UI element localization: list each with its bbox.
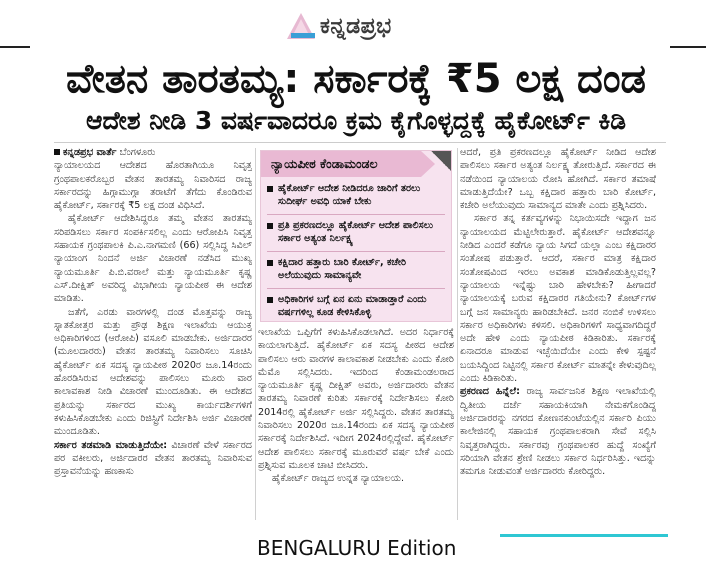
masthead — [0, 0, 706, 56]
logo-text: ಕನ್ನಡಪ್ರಭ — [320, 13, 392, 39]
paragraph — [54, 439, 252, 479]
highlight-text: ಕಕ್ಷಿದಾರ ಹತ್ತಾರು ಬಾರಿ ಕೋರ್ಟ್, ಕಚೇರಿ ಅಲೆಯುವುದು ಸಾಮಾನ್ಯವೇ — [278, 257, 407, 281]
edition-label: BENGALURU Edition — [257, 536, 457, 560]
lead-paragraph: ನ್ಯಾಯಾಲಯದ ಆದೇಶದ ಹೊರತಾಗಿಯೂ ನಿವೃತ್ತ ಗ್ರಂಥಪಾಲಕರೊಬ್ಬರ ವೇತನ ತಾರತಮ್ಯ ನಿವಾರಿಸದ ರಾಜ್ಯ ಸರ್ಕಾರದನ್ನು ಹಿಗ್ಗಾಮುಗ್ಗಾ ತರಾಟೆಗೆ ತೆಗೆದು ಕೊಂಡಿರುವ ಹೈಕೋರ್ಟ್, ಸರ್ಕಾರಕ್ಕೆ ₹5 ಲಕ್ಷ ದಂಡ ವಿಧಿಸಿದೆ. — [54, 160, 252, 212]
highlight-item — [267, 294, 445, 325]
paragraph-text: ವಿಚಾರಣೆ ವೇಳೆ ಸರ್ಕಾರದ ಪರ ವಕೀಲರು, ಅರ್ಜಿದಾರರ ವೇತನ ತಾರತಮ್ಯ ನಿವಾರಿಸುವ ಪ್ರಸ್ತಾವನೆಯನ್ನು ಹಣಕಾಸು — [54, 439, 252, 478]
masthead-rule-right — [670, 46, 706, 48]
highlights-box — [260, 150, 452, 322]
bullet-icon — [267, 186, 273, 192]
subhead-divider — [54, 142, 666, 143]
paragraph: ಇಲಾಖೆಯ ಒಪ್ಪಿಗೆಗೆ ಕಳುಹಿಸಿಕೊಡಲಾಗಿದೆ. ಅದರ ನಿರ್ಧಾರಕ್ಕೆ ಕಾಯಲಾಗುತ್ತಿದೆ. ಹೈಕೋರ್ಟ್ ಏಕ ಸದಸ್ಯ ಪೀಠದ ಆದೇಶ ಪಾಲಿಸಲು ಆರು ವಾರಗಳ ಕಾಲಾವಕಾಶ ನೀಡಬೇಕು ಎಂದು ಕೋರಿ ಮೆಮೊ ಸಲ್ಲಿಸಿದರು. ಇದರಿಂದ ಕೆಂಡಾಮಂಡಲರಾದ ನ್ಯಾಯಮೂರ್ತಿ ಕೃಷ್ಣ ದೀಕ್ಷಿತ್ ಅವರು, ಅರ್ಜಿದಾರರು ವೇತನ ತಾರತಮ್ಯ ನಿವಾರಣೆ ಕುರಿತು ಸರ್ಕಾರಕ್ಕೆ ನಿರ್ದೇಶಿಸಲು ಕೋರಿ 2014ರಲ್ಲಿ ಹೈಕೋರ್ಟ್ ಅರ್ಜಿ ಸಲ್ಲಿಸಿದ್ದರು. ವೇತನ ತಾರತಮ್ಯ ನಿವಾರಿಸಲು 2020ರ ಜೂ.14ರಂದು ಏಕ ಸದಸ್ಯ ನ್ಯಾಯಪೀಠ ಸರ್ಕಾರಕ್ಕೆ ನಿರ್ದೇಶಿಸಿದೆ. ಇದೀಗ 2024ರಲ್ಲಿದ್ದೇವೆ. ಹೈಕೋರ್ಟ್ ಆದೇಶ ಪಾಲಿಸಲು ಸರ್ಕಾರಕ್ಕೆ ಮೂರುವರೆ ವರ್ಷ ಬೇಕೆ ಎಂದು ಪ್ರಶ್ನಿಸುವ ಮೂಲಕ ಚಾಟಿ ಬೀಸಿದರು. — [258, 327, 454, 471]
highlight-text: ಅಧಿಕಾರಿಗಳ ಬಗ್ಗೆ ಏನ ಏನು ಮಾಡಾಡ್ತಾರೆ ಎಂದು ವರ್ಷಗಳಿಲ್ಲ ಕೂಡ ಕೇಳಿಸಿಕೊಳ್ಳಿ — [278, 294, 427, 318]
logo — [286, 8, 392, 44]
bullet-icon — [267, 297, 273, 303]
bullet-icon — [267, 260, 273, 266]
article-column-1 — [54, 146, 252, 520]
paragraph: ಜತೆಗೆ, ಎರಡು ವಾರಗಳಲ್ಲಿ ದಂಡ ಮೊತ್ತವನ್ನು ರಾಜ್ಯ ಸ್ನಾತಕೋತ್ತರ ಮತ್ತು ಪ್ರೌಢ ಶಿಕ್ಷಣ ಇಲಾಖೆಯ ಆಯುಕ್ತ ಅಧಿಕಾರಿಗಳಿಂದ (ಆರೋಪಿ) ವಸೂಲಿ ಮಾಡಬೇಕು. ಅರ್ಜಿದಾರರ (ಮೂಲದಾರರು) ವೇತನ ತಾರತಮ್ಯ ನಿವಾರಿಸಲು ಸೂಚಿಸಿ ಹೈಕೋರ್ಟ್ ಏಕ ಸದಸ್ಯ ನ್ಯಾಯಪೀಠ 2020ರ ಜೂ.14ರಂದು ಹೊರಡಿಸಿರುವ ಆದೇಶವನ್ನು ಪಾಲಿಸಲು ಮೂರು ವಾರ ಕಾಲಾವಕಾಶ ನೀಡಿ ವಿಚಾರಣೆ ಮುಂದೂಡಿತು. ಈ ಆದೇಶದ ಪ್ರತಿಯನ್ನು ಸರ್ಕಾರದ ಮುಖ್ಯ ಕಾರ್ಯದರ್ಶಿಗಳಿಗೆ ಕಳುಹಿಸಿಕೊಡಬೇಕು ಎಂದು ರಿಜಿಸ್ಟ್ರಿಗೆ ನಿರ್ದೇಶಿಸಿ ಅರ್ಜಿ ವಿಚಾರಣೆ ಮುಂದೂಡಿತು. — [54, 306, 252, 438]
headline: ವೇತನ ತಾರತಮ್ಯ: ಸರ್ಕಾರಕ್ಕೆ ₹5 ಲಕ್ಷ ದಂಡ — [65, 56, 647, 102]
highlight-item — [267, 220, 445, 252]
paragraph: ಹೈಕೋರ್ಟ್ ಆದೇಶಿಸಿದ್ದರೂ ತಮ್ಮ ವೇತನ ತಾರತಮ್ಯ ಸರಿಪಡಿಸಲು ಸರ್ಕಾರ ಸಂಪರ್ಕಿಸಲಿಲ್ಲ ಎಂದು ಆರೋಪಿಸಿ ನಿವೃತ್ತ ಸಹಾಯಕ ಗ್ರಂಥಪಾಲಕಿ ಪಿ.ಎ.ನಾಗಮಣಿ (66) ಸಲ್ಲಿಸಿದ್ದ ಸಿವಿಲ್ ನ್ಯಾಯಾಂಗ ನಿಂದನೆ ಅರ್ಜಿ ವಿಚಾರಣೆ ನಡೆಸಿದ ಮುಖ್ಯ ನ್ಯಾಯಮೂರ್ತಿ ಪಿ.ಬಿ.ವರಾಲೆ ಮತ್ತು ನ್ಯಾಯಮೂರ್ತಿ ಕೃಷ್ಣ ಎಸ್.ದೀಕ್ಷಿತ್ ಅವರಿದ್ದ ವಿಭಾಗೀಯ ನ್ಯಾಯಪೀಠ ಈ ಆದೇಶ ಮಾಡಿತು. — [54, 213, 252, 305]
bullet-icon — [267, 223, 273, 229]
paragraph — [460, 385, 656, 478]
highlights-list — [267, 183, 445, 330]
logo-mark-icon — [286, 11, 316, 41]
footer — [0, 524, 706, 564]
paragraph: ಸರ್ಕಾರ ತನ್ನ ಕರ್ತವ್ಯಗಳನ್ನು ನಿಭಾಯಿಸದೇ ಇದ್ದಾಗ ಜನ ನ್ಯಾಯಾಲಯದ ಮೆಟ್ಟಿಲೇರುತ್ತಾರೆ. ಹೈಕೋರ್ಟ್ ಆದೇಶವನ್ನೂ ನೀಡಿದ ಎಂದರೆ ಕಡೆಗೂ ನ್ಯಾಯ ಸಿಗದೆ ಯಲ್ಲಾ ಎಂಬ ಕಕ್ಷಿದಾರರ ಸಂತೋಷ ಪಡುತ್ತಾರೆ. ಆದರೆ, ಸರ್ಕಾರ ಮಾತ್ರ ಕಕ್ಷಿದಾರ ಸಂತೋಷವಿಂದ ಇರಲು ಅವಕಾಶ ಮಾಡಿಕೊಡುತ್ತಿಲ್ಲವಲ್ಲ? ನ್ಯಾಯಾಲಯ ಇನ್ನೆಷ್ಟು ಬಾರಿ ಹೇಳಬೇಕು? ಹೀಗಾದರೆ ನ್ಯಾಯಾಲಯಕ್ಕೆ ಬರುವ ಕಕ್ಷಿದಾರರ ಗತಿಯೇನು? ಕೋರ್ಟ್‌ಗಳ ಬಗ್ಗೆ ಜನ ಸಾಮಾನ್ಯರು ಹಾರಿಡಬೇಕಿದೆ. ಜನರ ನಂಬಿಕೆ ಉಳಿಸಲು ಸರ್ಕಾರ ಅಧಿಕಾರಿಗಳು ಕಳಿಸಲಿ. ಅಧಿಕಾರಿಗಳಿಗೆ ಸಾಧ್ಯವಾಗದಿದ್ದರೆ ಅದೇ ಹೇಳಿ ಎಂದು ನ್ಯಾಯಪೀಠ ಕಿಡಿಕಾರಿತು. ಸರ್ಕಾರಕ್ಕೆ ಏನಾದರೂ ಮಾಡುವ ಇಚ್ಛೆಯಿದೆಯೇ ಎಂದು ಕೇಳಿ ಸ್ಪಷ್ಟನೆ ಬಯಸಿದ್ದಿಂದ ನಿಟ್ಟಿನಲ್ಲಿ ಸರ್ಕಾರ ಕೋರ್ಟ್‌ ಮಾತನ್ನೇ ಕೇಳುವುದಿಲ್ಲ ಎಂದು ಕಿಡಿಕಾರಿತು. — [460, 213, 656, 385]
paragraph: ಹೈಕೋರ್ಟ್ ರಾಜ್ಯದ ಉನ್ನತ ನ್ಯಾಯಾಲಯ. — [272, 473, 405, 485]
column-divider — [255, 148, 256, 520]
paragraph: ಆದರೆ, ಪ್ರತಿ ಪ್ರಕರಣದಲ್ಲೂ ಹೈಕೋರ್ಟ್ ನೀಡಿದ ಆದೇಶ ಪಾಲಿಸಲು ಸರ್ಕಾರ ಅತ್ಯಂತ ನಿರ್ಲಕ್ಷ್ಯ ತೋರುತ್ತಿದೆ. ಸರ್ಕಾರದ ಈ ನಡೆಯಿಂದ ನ್ಯಾಯಾಲಯ ರೋಸಿ ಹೋಗಿದೆ. ಸರ್ಕಾರ ತಮಾಷೆ ಮಾಡುತ್ತಿದೆಯೇ? ಒಬ್ಬ ಕಕ್ಷಿದಾರ ಹತ್ತಾರು ಬಾರಿ ಕೋರ್ಟ್, ಕಚೇರಿ ಅಲೆಯುವುದು ಸಾಮಾನ್ಯದ ಮಾತೇ ಎಂದು ಪ್ರಶ್ನಿಸಿದರು. — [460, 147, 656, 212]
accent-bar — [500, 534, 668, 537]
paragraph-text: ರಾಜ್ಯ ಸಾರ್ವಜನಿಕ ಶಿಕ್ಷಣ ಇಲಾಖೆಯಲ್ಲಿ ದ್ವಿತೀಯ ದರ್ಜೆ ಸಹಾಯಕಿಯಾಗಿ ನೇಮಕಗೊಂಡಿದ್ದ ಅರ್ಜಿದಾರರನ್ನು ನಗರದ ಕೋಣನಕುಂಟೆಯಲ್ಲಿನ ಸರ್ಕಾರಿ ಪಿಯು ಕಾಲೇಜಿನಲ್ಲಿ ಸಹಾಯಕ ಗ್ರಂಥಪಾಲಕರಾಗಿ ಸೇವೆ ಸಲ್ಲಿಸಿ ನಿವೃತ್ತರಾಗಿದ್ದರು. ಸರ್ಕಾರವು ಗ್ರಂಥಪಾಲಕರ ಹುದ್ದೆ ಸಂಖ್ಯೆಗೆ ಸರಿಯಾಗಿ ವೇತನ ಶ್ರೇಣಿ ನೀಡಲು ಸರ್ಕಾರ ನಿರ್ಧರಿಸಿತ್ತು. ಇದನ್ನು ತಮಗೂ ನೀಡುವಂತೆ ಅರ್ಜಿದಾರರು ಕೋರಿದ್ದರು. — [460, 386, 656, 478]
highlights-title: ನ್ಯಾಯಪೀಠ ಕೆಂಡಾಮಂಡಲ — [271, 156, 378, 171]
page-fold-icon — [431, 151, 451, 171]
highlight-text: ಹೈಕೋರ್ಟ್ ಆದೇಶ ನೀಡಿದರೂ ಜಾರಿಗೆ ತರಲು ಸುದೀರ್ಘ ಅವಧಿ ಯಾಕೆ ಬೇಕು — [278, 183, 421, 207]
highlight-text: ಪ್ರತಿ ಪ್ರಕರಣದಲ್ಲೂ ಹೈಕೋರ್ಟ್ ಆದೇಶ ಪಾಲಿಸಲು ಸರ್ಕಾರ ಅತ್ಯಂತ ನಿರ್ಲಕ್ಷ್ಯ — [278, 220, 433, 244]
subheadline: ಆದೇಶ ನೀಡಿ 3 ವರ್ಷವಾದರೂ ಕ್ರಮ ಕೈಗೊಳ್ಳದ್ದಕ್ಕೆ ಹೈಕೋರ್ಟ್ ಕಿಡಿ — [86, 106, 626, 135]
subhead-kicker: ಪ್ರಕರಣದ ಹಿನ್ನೆಲೆ: — [460, 386, 520, 398]
dateline: ಬೆಂಗಳೂರು — [116, 147, 156, 158]
highlight-item — [267, 183, 445, 215]
byline: ಕನ್ನಡಪ್ರಭ ವಾರ್ತೆ — [63, 147, 117, 158]
article-column-3 — [460, 146, 656, 520]
article-column-2 — [258, 326, 454, 522]
highlight-item — [267, 257, 445, 289]
masthead-rule-left — [0, 46, 30, 48]
byline-paragraph — [54, 146, 252, 159]
bullet-icon — [54, 149, 60, 155]
column-divider — [457, 148, 458, 520]
subhead-kicker: ಸರ್ಕಾರ ತಡಮಾಡಿ ಮಾಡುತ್ತಿದೆಯೇ: — [54, 439, 168, 451]
